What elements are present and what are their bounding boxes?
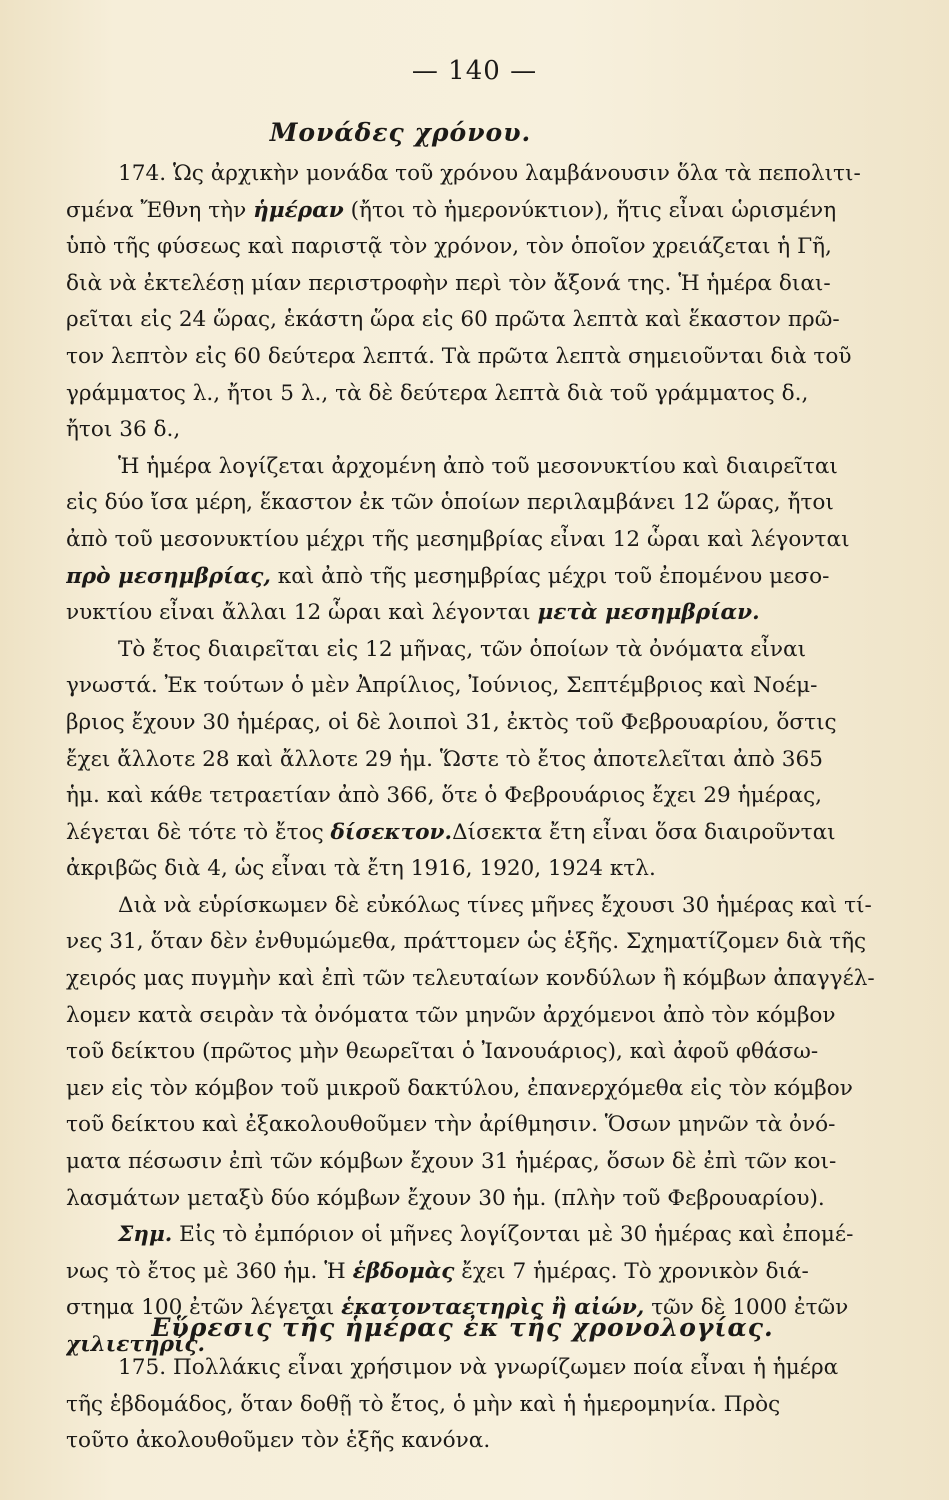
text-run: τοῦτο ἀκολουθοῦμεν τὸν ἑξῆς κανόνα. [66,1428,491,1454]
text-run: ἤτοι 36 δ., [66,417,181,443]
text-run: τοῦ δείκτου καὶ ἐξακολουθοῦμεν τὴν ἀρίθμησιν. Ὅσων μηνῶν τὰ ὀνό- [66,1112,836,1138]
section-body-day-from-date [66,1350,932,1460]
text-run: λασμάτων μεταξὺ δύο κόμβων ἔχουν 30 ἡμ. (πλὴν τοῦ Φεβρουαρίου). [66,1185,825,1211]
text-line [66,1144,932,1181]
text-run: τῆς ἑβδομάδος, ὅταν δοθῇ τὸ ἔτος, ὁ μὴν καὶ ἡ ἡμερομηνία. Πρὸς [66,1391,781,1417]
text-line [66,485,932,522]
emphasized-term: πρὸ μεσημβρίας, [66,563,271,589]
text-run: βριος ἔχουν 30 ἡμέρας, οἱ δὲ λοιποὶ 31, ἐκτὸς τοῦ Φεβρουαρίου, ὅστις [66,709,837,735]
text-line [66,1034,932,1071]
text-line [66,961,932,998]
text-line [66,924,932,961]
text-run: Τὸ ἔτος διαιρεῖται εἰς 12 μῆνας, τῶν ὁποίων τὰ ὀνόματα εἶναι [118,636,807,662]
text-line [66,449,932,486]
text-run: Δίσεκτα ἔτη εἶναι ὅσα διαιροῦνται [452,819,836,845]
text-run: 174. Ὡς ἀρχικὴν μονάδα τοῦ χρόνου λαμβάνουσιν ὅλα τὰ πεπολιτι- [118,161,861,186]
text-run: στημα 100 ἐτῶν λέγεται [66,1295,342,1321]
text-line [66,266,932,303]
text-line [66,815,932,852]
emphasized-term: μετὰ μεσημβρίαν. [537,600,760,626]
text-line [66,302,932,339]
text-run: τῶν δὲ 1000 ἐτῶν [644,1295,849,1321]
text-line [66,1387,932,1424]
text-run: Εἰς τὸ ἐμπόριον οἱ μῆνες λογίζονται μὲ 30 ἡμέρας καὶ ἐπομέ- [172,1222,854,1248]
text-line [66,522,932,559]
text-run: χειρός μας πυγμὴν καὶ ἐπὶ τῶν τελευταίων κονδύλων ἢ κόμβων ἀπαγγέλ- [66,966,875,992]
text-run: ἔχει 7 ἡμέρας. Τὸ χρονικὸν διά- [454,1258,809,1284]
text-run: εἰς δύο ἴσα μέρη, ἕκαστον ἐκ τῶν ὁποίων περιλαμβάνει 12 ὥρας, ἤτοι [66,490,834,516]
text-line [66,376,932,413]
text-line [66,1181,932,1218]
emphasized-term: χιλιετηρίς. [66,1332,206,1357]
text-run: 175. Πολλάκις εἶναι χρήσιμον νὰ γνωρίζωμεν ποία εἶναι ἡ ἡμέρα [118,1355,839,1380]
section-title-day-from-date: Εὕρεσις τῆς ἡμέρας ἐκ τῆς χρονολογίας. [151,1313,774,1342]
text-line [66,595,932,632]
emphasized-term: Σημ. [118,1222,173,1248]
text-run: νες 31, ὅταν δὲν ἐνθυμώμεθα, πράττομεν ὡς ἑξῆς. Σχηματίζομεν διὰ τῆς [66,929,867,955]
text-line [66,1107,932,1144]
text-line [66,156,932,193]
text-run: ὑπὸ τῆς φύσεως καὶ παριστᾷ τὸν χρόνον, τὸν ὁποῖον χρειάζεται ἡ Γῆ, [66,234,832,260]
text-line [66,1350,932,1387]
text-run: μεν εἰς τὸν κόμβον τοῦ μικροῦ δακτύλου, ἐπανερχόμεθα εἰς τὸν κόμβον [66,1075,853,1101]
text-run: νως τὸ ἔτος μὲ 360 ἡμ. Ἡ [66,1258,353,1284]
text-run: ἀπὸ τοῦ μεσονυκτίου μέχρι τῆς μεσημβρίας εἶναι 12 ὧραι καὶ λέγονται [66,526,850,552]
text-run: (ἤτοι τὸ ἡμερονύκτιον), ἥτις εἶναι ὡρισμένη [343,197,837,223]
text-line [66,559,932,596]
text-line [66,851,932,888]
text-line [66,1071,932,1108]
text-line [66,632,932,669]
text-run: καὶ ἀπὸ τῆς μεσημβρίας μέχρι τοῦ ἐπομένου μεσο- [270,563,830,589]
text-line [66,742,932,779]
text-run: ρεῖται εἰς 24 ὥρας, ἑκάστη ὥρα εἰς 60 πρῶτα λεπτὰ καὶ ἕκαστον πρῶ- [66,307,840,333]
text-run: σμένα Ἔθνη τὴν [66,197,254,223]
text-line [66,229,932,266]
text-run: Ἡ ἡμέρα λογίζεται ἀρχομένη ἀπὸ τοῦ μεσονυκτίου καὶ διαιρεῖται [118,453,838,479]
text-run: ματα πέσωσιν ἐπὶ τῶν κόμβων ἔχουν 31 ἡμέρας, ὅσων δὲ ἐπὶ τῶν κοι- [66,1149,837,1175]
text-run: τοῦ δείκτου (πρῶτος μὴν θεωρεῖται ὁ Ἰανουάριος), καὶ ἀφοῦ φθάσω- [66,1039,819,1065]
emphasized-term: δίσεκτον. [330,819,453,845]
text-line [66,668,932,705]
text-run: ἔχει ἄλλοτε 28 καὶ ἄλλοτε 29 ἡμ. Ὥστε τὸ ἔτος ἀποτελεῖται ἀπὸ 365 [66,746,823,772]
text-line [66,339,932,376]
text-run: λομεν κατὰ σειρὰν τὰ ὀνόματα τῶν μηνῶν ἀρχόμενοι ἀπὸ τὸν κόμβον [66,1002,836,1028]
text-line [66,1423,932,1460]
text-run: λέγεται δὲ τότε τὸ ἔτος [66,819,331,845]
text-run: νυκτίου εἶναι ἄλλαι 12 ὧραι καὶ λέγονται [66,600,538,626]
text-run: τον λεπτὸν εἰς 60 δεύτερα λεπτά. Τὰ πρῶτα λεπτὰ σημειοῦνται διὰ τοῦ [66,343,852,369]
text-line [66,888,932,925]
page-number: — 140 — [411,56,538,86]
text-line [66,778,932,815]
emphasized-term: ἡμέραν [253,197,344,223]
section-title-time-units: Μονάδες χρόνου. [269,118,532,147]
text-line [66,998,932,1035]
text-run: Διὰ νὰ εὑρίσκωμεν δὲ εὐκόλως τίνες μῆνες ἔχουσι 30 ἡμέρας καὶ τί- [118,892,872,918]
text-run: γράμματος λ., ἤτοι 5 λ., τὰ δὲ δεύτερα λεπτὰ διὰ τοῦ γράμματος δ., [66,380,809,406]
section-body-time-units [66,156,932,1364]
emphasized-term: ἑβδομὰς [352,1258,455,1284]
text-line [66,1217,932,1254]
text-run: διὰ νὰ ἐκτελέσῃ μίαν περιστροφὴν περὶ τὸν ἄξονά της. Ἡ ἡμέρα διαι- [66,270,831,296]
text-run: ἡμ. καὶ κάθε τετραετίαν ἀπὸ 366, ὅτε ὁ Φεβρουάριος ἔχει 29 ἡμέρας, [66,783,823,809]
text-run: ἀκριβῶς διὰ 4, ὡς εἶναι τὰ ἔτη 1916, 1920, 1924 κτλ. [66,856,656,882]
text-run: γνωστά. Ἐκ τούτων ὁ μὲν Ἀπρίλιος, Ἰούνιος, Σεπτέμβριος καὶ Νοέμ- [66,673,818,699]
emphasized-term: ἑκατονταετηρὶς ἢ αἰών, [341,1295,645,1321]
text-line [66,412,932,449]
text-line [66,193,932,230]
text-line [66,705,932,742]
text-line [66,1254,932,1291]
